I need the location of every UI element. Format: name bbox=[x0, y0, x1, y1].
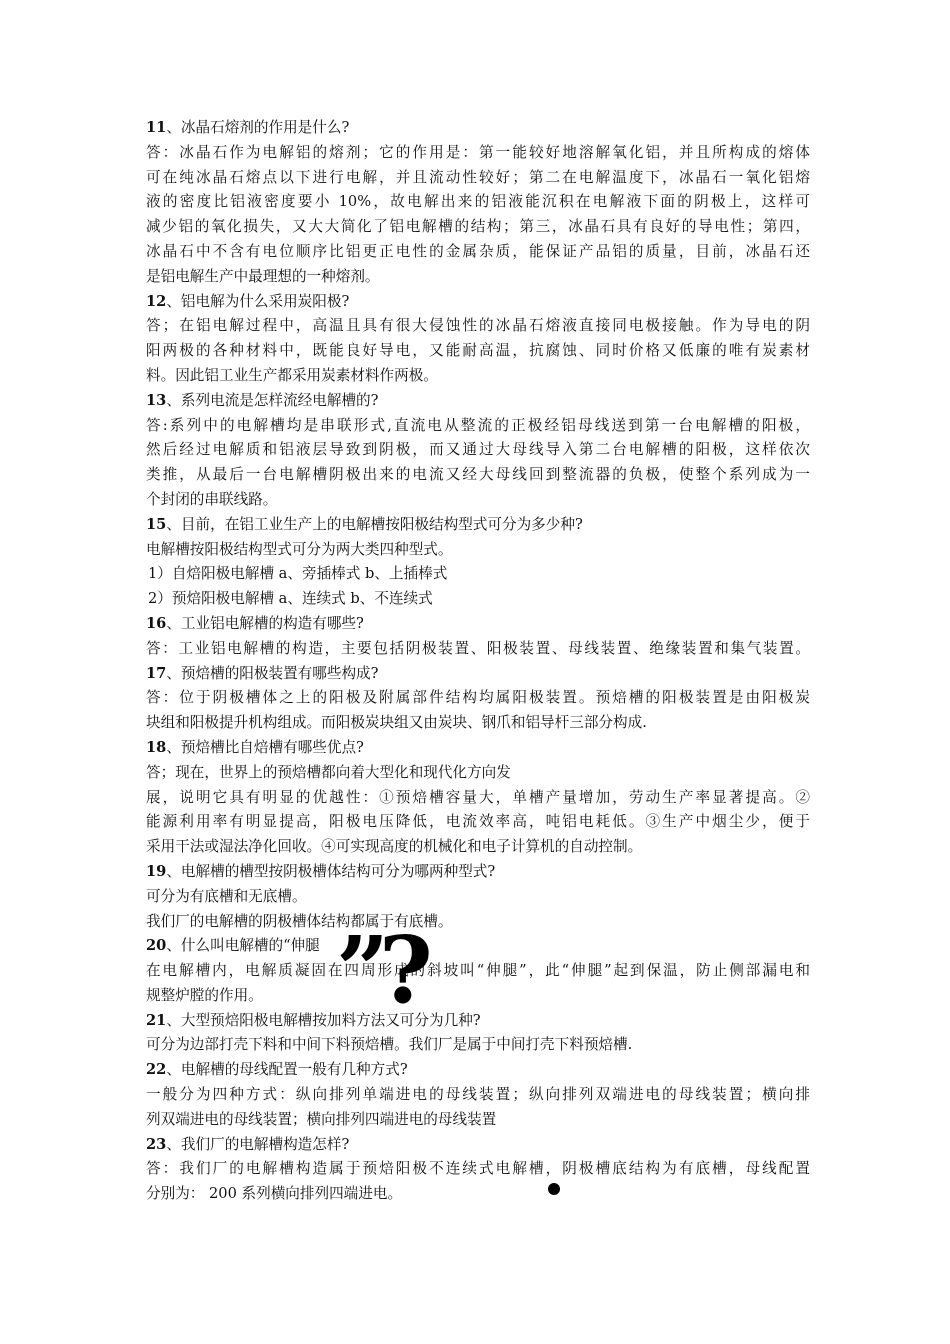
answer-line: 在电解槽内，电解质凝固在四周形成的斜坡叫“伸腿”，此“伸腿”起到保温，防止侧部漏电和 bbox=[146, 962, 810, 980]
question-heading bbox=[146, 290, 810, 315]
question-heading bbox=[146, 736, 810, 761]
answer-line: 可分为有底槽和无底槽。 bbox=[146, 887, 307, 905]
question-text: 、预焙槽比自焙槽有哪些优点? bbox=[166, 738, 364, 756]
bullet-dot bbox=[548, 1183, 560, 1195]
answer-line: 答；现在，世界上的预焙槽都向着大型化和现代化方向发 bbox=[146, 763, 511, 781]
answer-line: 答:系列中的电解槽均是串联形式,直流电从整流的正极经铝母线送到第一台电解槽的阳极， bbox=[146, 416, 810, 434]
question-text: 、目前，在铝工业生产上的电解槽按阳极结构型式可分为多少种? bbox=[166, 515, 583, 533]
answer-line: 块组和阳极提升机构组成。而阳极炭块组又由炭块、钢爪和铝导杆三部分构成. bbox=[146, 714, 647, 732]
answer-line: 答：工业铝电解槽的构造，主要包括阴极装置、阳极装置、母线装置、绝缘装置和集气装置。 bbox=[146, 639, 810, 657]
large-quote-question-mark: ”? bbox=[336, 916, 423, 1024]
answer-line: 然后经过电解质和铝液层导致到阴极，而又通过大母线导入第二台电解槽的阳极，这样依次 bbox=[146, 441, 810, 459]
answer-line: 规整炉膛的作用。 bbox=[146, 986, 263, 1004]
answer-line: 类推，从最后一台电解槽阴极出来的电流又经大母线回到整流器的负极，使整个系列成为一 bbox=[146, 466, 810, 484]
question-number: 18 bbox=[146, 738, 167, 756]
question-heading bbox=[146, 612, 810, 637]
answer-line: 阳两极的各种材料中，既能良好导电，又能耐高温，抗腐蚀、同时价格又低廉的唯有炭素材 bbox=[146, 342, 810, 360]
question-text: 、预焙槽的阳极装置有哪些构成? bbox=[166, 664, 379, 682]
question-heading bbox=[146, 1133, 810, 1158]
question-number: 21 bbox=[146, 1011, 167, 1029]
question-text: 、大型预焙阳极电解槽按加料方法又可分为几种? bbox=[166, 1011, 481, 1029]
question-heading bbox=[146, 1058, 810, 1083]
question-number: 23 bbox=[146, 1135, 167, 1153]
answer-line: 可在纯冰晶石熔点以下进行电解，并且流动性较好；第二在电解温度下，冰晶石一氧化铝熔 bbox=[146, 168, 810, 186]
question-number: 19 bbox=[146, 862, 167, 880]
question-heading bbox=[146, 513, 810, 538]
question-text: 、系列电流是怎样流经电解槽的? bbox=[166, 391, 379, 409]
answer-line: 1）自焙阳极电解槽 a、旁插棒式 b、上插棒式 bbox=[148, 565, 448, 583]
answer-line: 展，说明它具有明显的优越性：①预焙槽容量大，单槽产量增加，劳动生产率显著提高。② bbox=[146, 788, 810, 806]
answer-line: 能源利用率有明显提高，阳极电压降低，电流效率高，吨铝电耗低。③生产中烟尘少，便于 bbox=[146, 813, 810, 831]
answer-line: 答；在铝电解过程中，高温且具有很大侵蚀性的冰晶石熔液直接同电极接触。作为导电的阴 bbox=[146, 317, 810, 335]
answer-line: 我们厂的电解槽的阴极槽体结构都属于有底槽。 bbox=[146, 912, 453, 930]
answer-line: 减少铝的氧化损失，又大大简化了铝电解槽的结构；第三，冰晶石具有良好的导电性；第四， bbox=[146, 218, 810, 236]
question-number: 11 bbox=[146, 119, 167, 136]
question-text: 、电解槽的母线配置一般有几种方式? bbox=[166, 1061, 408, 1079]
answer-line: 电解槽按阳极结构型式可分为两大类四种型式。 bbox=[146, 540, 453, 558]
question-heading bbox=[146, 934, 810, 959]
question-number: 20 bbox=[146, 937, 167, 955]
question-text: 、什么叫电解槽的“伸腿 bbox=[166, 937, 320, 955]
question-number: 22 bbox=[146, 1061, 167, 1079]
question-text: 、冰晶石熔剂的作用是什么? bbox=[166, 119, 350, 136]
answer-line: 列双端进电的母线装置；横向排列四端进电的母线装置 bbox=[146, 1110, 497, 1128]
answer-line: 是铝电解生产中最理想的一种熔剂。 bbox=[146, 267, 380, 285]
answer-line: 可分为边部打壳下料和中间下料预焙槽。我们厂是属于中间打壳下料预焙槽. bbox=[146, 1036, 633, 1054]
question-heading bbox=[146, 860, 810, 885]
answer-line: 液的密度比铝液密度要小 10%，故电解出来的铝液能沉积在电解液下面的阴极上，这样可 bbox=[146, 193, 810, 211]
question-heading bbox=[146, 389, 810, 414]
question-text: 、铝电解为什么采用炭阳极? bbox=[166, 292, 350, 310]
answer-line: 料。因此铝工业生产都采用炭素材料作两极。 bbox=[146, 366, 438, 384]
question-text: 、工业铝电解槽的构造有哪些? bbox=[166, 614, 364, 632]
answer-line: 分别为： 200 系列横向排列四端进电。 bbox=[146, 1185, 403, 1203]
answer-line: 冰晶石中不含有电位顺序比铝更正电性的金属杂质，能保证产品铝的质量，目前，冰晶石还 bbox=[146, 242, 810, 260]
question-number: 12 bbox=[146, 292, 167, 310]
question-heading bbox=[146, 662, 810, 687]
answer-line: 答：我们厂的电解槽构造属于预焙阳极不连续式电解槽，阴极槽底结构为有底槽，母线配置 bbox=[146, 1160, 810, 1178]
answer-line: 2）预焙阳极电解槽 a、连续式 b、不连续式 bbox=[148, 590, 433, 608]
question-heading bbox=[146, 116, 810, 141]
answer-line: 采用干法或湿法净化回收。④可实现高度的机械化和电子计算机的自动控制。 bbox=[146, 838, 643, 856]
document-body bbox=[146, 116, 810, 1207]
answer-line: 个封闭的串联线路。 bbox=[146, 490, 278, 508]
question-text: 、我们厂的电解槽构造怎样? bbox=[166, 1135, 350, 1153]
answer-line: 答：位于阴极槽体之上的阳极及附属部件结构均属阳极装置。预焙槽的阳极装置是由阳极炭 bbox=[146, 689, 810, 707]
question-heading bbox=[146, 1009, 810, 1034]
question-number: 17 bbox=[146, 664, 167, 682]
question-number: 13 bbox=[146, 391, 167, 409]
answer-line: 一般分为四种方式：纵向排列单端进电的母线装置；纵向排列双端进电的母线装置；横向排 bbox=[146, 1086, 810, 1104]
question-number: 15 bbox=[146, 515, 167, 533]
answer-line: 答：冰晶石作为电解铝的熔剂；它的作用是：第一能较好地溶解氧化铝，并且所构成的熔体 bbox=[146, 143, 810, 161]
question-text: 、电解槽的槽型按阴极槽体结构可分为哪两种型式? bbox=[166, 862, 496, 880]
question-number: 16 bbox=[146, 614, 167, 632]
